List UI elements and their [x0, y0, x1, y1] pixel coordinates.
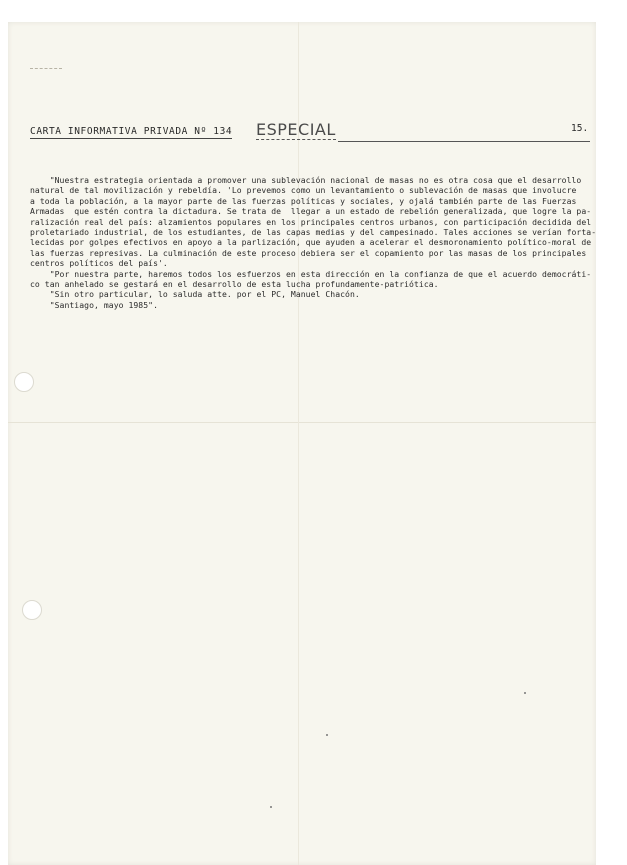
header-rule	[338, 141, 590, 142]
text-line: "Santiago, mayo 1985".	[30, 299, 158, 310]
text-line: "Sin otro particular, lo saluda atte. por el PC, Manuel Chacón.	[30, 289, 360, 300]
paper-speck	[524, 692, 526, 694]
text-line: co tan anhelado se gestará en el desarrollo de esta lucha profundamente-patriótica.	[30, 279, 439, 290]
faint-pencil-mark	[30, 68, 62, 71]
punch-hole-lower	[22, 600, 42, 620]
document-label: CARTA INFORMATIVA PRIVADA Nº 134	[30, 126, 233, 137]
page-number: 15.	[571, 123, 589, 134]
document-page	[8, 22, 596, 865]
fold-crease-horizontal	[8, 422, 596, 423]
text-line: lecidas por golpes efectivos en apoyo a la parlización, que ayuden a acelerar el desmoronamiento político-moral de	[30, 237, 592, 248]
paper-speck	[270, 806, 272, 808]
text-line: a toda la población, a la mayor parte de las fuerzas políticas y sociales, y ojalá también parte de las Fuerzas	[30, 195, 577, 206]
text-line: ralización real del país: alzamientos populares en los principales centros urbanos, con participación decidida del	[30, 216, 592, 227]
text-line: "Por nuestra parte, haremos todos los esfuerzos en esta dirección en la confianza de que el acuerdo democráti-	[30, 268, 592, 279]
text-line: proletariado industrial, de los estudiantes, de las capas medias y del campesinado. Tales acciones se verían forta-	[30, 227, 597, 238]
text-line: "Nuestra estrategia orientada a promover una sublevación nacional de masas no es otra cosa que el desarrollo	[30, 175, 582, 185]
body-text	[30, 175, 597, 310]
text-line: centros políticos del país'.	[30, 258, 168, 269]
fold-crease-vertical	[298, 22, 299, 865]
text-line: las fuerzas represivas. La culminación de este proceso debiera ser el copamiento por las masas de los principales	[30, 247, 587, 258]
text-line: natural de tal movilización y rebeldía. 'Lo prevemos como un levantamiento o sublevación de masas que involucre	[30, 185, 577, 196]
punch-hole-upper	[14, 372, 34, 392]
especial-stamp: ESPECIAL	[256, 120, 336, 139]
paper-speck	[326, 734, 328, 736]
text-line: Armadas que estén contra la dictadura. Se trata de llegar a un estado de rebelión generalizada, que logre la pa-	[30, 206, 592, 217]
